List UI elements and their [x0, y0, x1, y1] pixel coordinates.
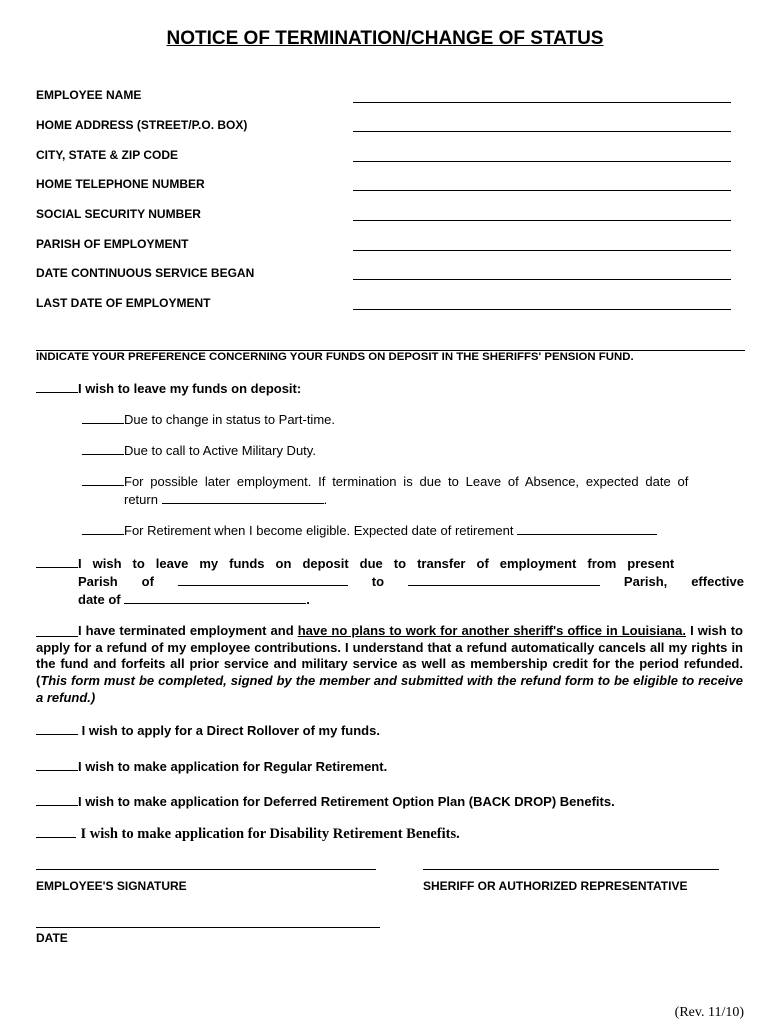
- parish-of-employment-field[interactable]: [353, 230, 731, 251]
- home-address-label: HOME ADDRESS (STREET/P.O. BOX): [36, 118, 248, 132]
- expected-retirement-date-field[interactable]: [517, 521, 657, 535]
- last-date-employment-field[interactable]: [353, 289, 731, 310]
- option-refund: [36, 623, 743, 707]
- leave-funds-label: I wish to leave my funds on deposit:: [78, 381, 302, 396]
- transfer-label: I wish to leave my funds on deposit due to transfer of employment from present: [78, 556, 675, 571]
- option-leave-funds: [36, 380, 301, 396]
- sub-option-retirement: [82, 521, 657, 538]
- transfer-to-label: to: [371, 574, 385, 589]
- parish-of-employment-label: PARISH OF EMPLOYMENT: [36, 237, 189, 251]
- rollover-label: I wish to apply for a Direct Rollover of my funds.: [81, 723, 380, 738]
- regular-retirement-checkline[interactable]: [36, 758, 78, 771]
- parttime-checkline[interactable]: [82, 411, 124, 424]
- option-disability: [36, 825, 460, 843]
- employee-name-label: EMPLOYEE NAME: [36, 88, 142, 102]
- disability-label: I wish to make application for Disability Retirement Benefits.: [80, 826, 460, 842]
- later-employment-checkline[interactable]: [82, 473, 124, 486]
- refund-text-underlined: have no plans to work for another sheriff's office in Louisiana.: [297, 623, 687, 638]
- disability-checkline[interactable]: [36, 825, 76, 838]
- transfer-parish-label: Parish: [78, 574, 118, 589]
- refund-text-italic: This form must be completed, signed by the member and submitted with the refund form to be eligible to receive a refund.): [36, 673, 743, 705]
- ssn-label: SOCIAL SECURITY NUMBER: [36, 207, 201, 221]
- transfer-effective-date-field[interactable]: [124, 590, 306, 604]
- option-rollover: [36, 722, 380, 738]
- backdrop-label: I wish to make application for Deferred Retirement Option Plan (BACK DROP) Benefits.: [78, 794, 615, 809]
- preference-heading: INDICATE YOUR PREFERENCE CONCERNING YOUR FUNDS ON DEPOSIT IN THE SHERIFFS' PENSION FUND.: [36, 351, 634, 363]
- employee-signature-line[interactable]: [36, 869, 376, 870]
- transfer-checkline[interactable]: [36, 555, 78, 568]
- option-transfer: [36, 555, 744, 608]
- return-period: .: [323, 492, 328, 507]
- transfer-date-label: date of: [78, 592, 121, 607]
- leave-funds-checkline[interactable]: [36, 380, 78, 393]
- sheriff-signature-line[interactable]: [423, 869, 719, 870]
- sub-option-parttime: [82, 411, 335, 427]
- rollover-checkline[interactable]: [36, 722, 78, 735]
- city-state-zip-field[interactable]: [353, 141, 731, 162]
- form-title: NOTICE OF TERMINATION/CHANGE OF STATUS: [166, 28, 604, 49]
- retirement-eligible-checkline[interactable]: [82, 522, 124, 535]
- retirement-eligible-label: For Retirement when I become eligible. Expected date of retirement: [124, 523, 514, 538]
- option-backdrop: [36, 793, 615, 809]
- military-checkline[interactable]: [82, 442, 124, 455]
- backdrop-checkline[interactable]: [36, 793, 78, 806]
- return-date-field[interactable]: [162, 490, 324, 504]
- to-parish-field[interactable]: [408, 572, 600, 586]
- option-regular-retirement: [36, 758, 387, 774]
- date-label: DATE: [36, 931, 68, 945]
- last-date-employment-label: LAST DATE OF EMPLOYMENT: [36, 296, 211, 310]
- date-service-began-label: DATE CONTINUOUS SERVICE BEGAN: [36, 266, 255, 280]
- regular-retirement-label: I wish to make application for Regular Retirement.: [78, 759, 388, 774]
- from-parish-field[interactable]: [178, 572, 348, 586]
- parttime-label: Due to change in status to Part-time.: [124, 412, 335, 427]
- revision-label: (Rev. 11/10): [674, 1005, 744, 1020]
- ssn-field[interactable]: [353, 200, 731, 221]
- refund-text-b: I wish to apply for a refund of my employee contributions. I understand that a refund automatically cancels all my rights in the fund and forfeits all prior service and military service as well as membership credit for the period refunded. (: [36, 623, 743, 689]
- home-telephone-label: HOME TELEPHONE NUMBER: [36, 177, 205, 191]
- return-label: return: [124, 492, 158, 507]
- refund-text-a: I have terminated employment and: [78, 623, 298, 638]
- transfer-of-label: of: [141, 574, 154, 589]
- transfer-period: .: [306, 592, 310, 607]
- transfer-effective-label: effective: [691, 574, 744, 589]
- employee-name-field[interactable]: [353, 82, 731, 103]
- date-service-began-field[interactable]: [353, 259, 731, 280]
- city-state-zip-label: CITY, STATE & ZIP CODE: [36, 148, 179, 162]
- transfer-parish2-label: Parish,: [623, 574, 668, 589]
- date-line[interactable]: [36, 927, 380, 928]
- sheriff-signature-label: SHERIFF OR AUTHORIZED REPRESENTATIVE: [423, 879, 688, 893]
- home-address-field[interactable]: [353, 111, 731, 132]
- sub-option-later-employment: [82, 473, 744, 508]
- sub-option-military: [82, 442, 316, 458]
- later-employment-label: For possible later employment. If termination is due to Leave of Absence, expected date of: [124, 474, 689, 489]
- home-telephone-field[interactable]: [353, 170, 731, 191]
- employee-signature-label: EMPLOYEE'S SIGNATURE: [36, 879, 187, 893]
- military-label: Due to call to Active Military Duty.: [124, 443, 316, 458]
